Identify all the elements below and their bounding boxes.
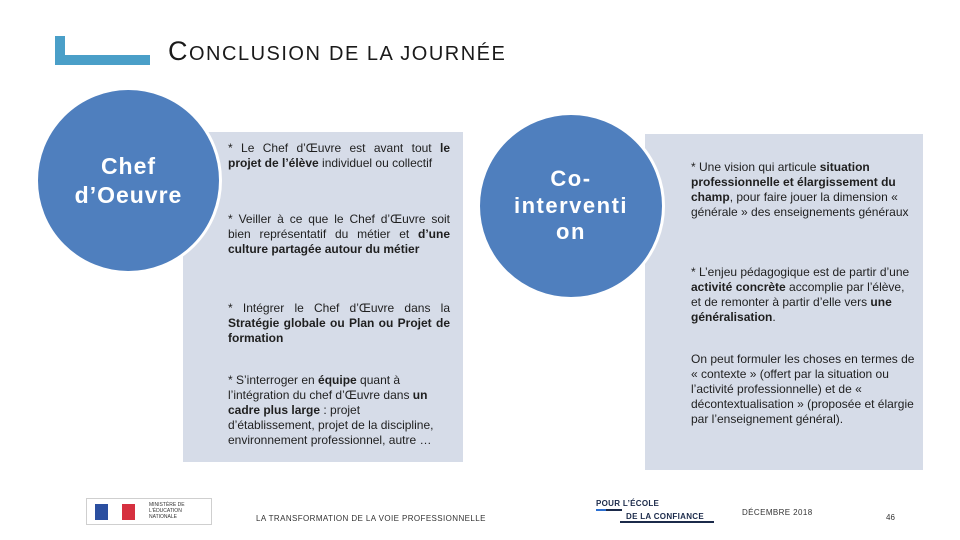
text-run: accomplie par l’élève, et de remonter à partir d’elle vers [691,280,905,309]
text-run-bold: d’une culture partagée autour du métier [228,227,450,256]
left-paragraph-1 [228,141,450,171]
text-run: : projet d’établissement, projet de la discipline, environnement professionnel, autre … [228,403,434,447]
bracket-horizontal [55,55,150,65]
chef-oeuvre-line2: d’Oeuvre [74,181,183,208]
french-flag-icon [95,504,135,520]
logo-bar-accent [596,509,606,511]
right-paragraph-2 [691,265,913,325]
text-run: * Une vision qui articule [691,160,820,174]
text-run-bold: équipe [318,373,357,387]
text-run: quant à l’intégration du chef d’Œuvre dans [228,373,413,402]
text-run: individuel ou collectif [318,156,433,170]
ecole-logo-line1: POUR L’ÉCOLE [596,499,660,508]
left-paragraph-3 [228,301,450,346]
text-run-bold: activité concrète [691,280,786,294]
chef-oeuvre-circle [35,87,222,274]
left-paragraph-4 [228,373,450,448]
page-number: 46 [886,513,895,522]
text-run: * Veiller à ce que le Chef d’Œuvre soit bien représentatif du métier et [228,212,450,241]
title-first-letter: C [168,36,189,66]
right-paragraph-1 [691,160,913,220]
footer-title: LA TRANSFORMATION DE LA VOIE PROFESSIONNELLE [256,514,486,523]
text-run-bold: une généralisation [691,295,892,324]
text-run: , pour faire jouer la dimension « générale » des enseignements généraux [691,190,909,219]
chef-oeuvre-line1: Chef [100,153,157,180]
ecole-logo-line2: DE LA CONFIANCE [626,512,704,521]
text-run: * Le Chef d’Œuvre est avant tout [228,141,440,155]
ministry-label: MINISTÈRE DE L'ÉDUCATION NATIONALE [149,502,185,520]
ecole-confiance-logo [596,499,714,523]
logo-bar [620,521,714,523]
right-paragraph-3: On peut formuler les choses en termes de « contexte » (offert par la situation ou l’activité professionnelle) et de « décontextualisation » (proposée et élargie par l’enseignement général). [691,352,915,426]
text-run: * Intégrer le Chef d’Œuvre dans la [228,301,450,315]
co-intervention-label: Co-interventi on [513,166,629,245]
title-rest: DE LA JOURNÉE [329,43,507,65]
text-run-bold: le projet de l’élève [228,141,450,170]
text-run: * S’interroger en [228,373,319,387]
title-accent-bracket [55,36,150,65]
text-run: * L’enjeu pédagogique est de partir d’une [691,265,910,279]
left-paragraph-2 [228,212,450,257]
ministry-logo [86,498,212,525]
co-intervention-circle [477,112,665,300]
title-first-word-rest: ONCLUSION [189,43,322,65]
footer-date: DÉCEMBRE 2018 [742,508,813,517]
text-run-bold: un cadre plus large [228,388,428,417]
text-run-bold: Stratégie globale ou Plan ou Projet de formation [228,316,450,345]
text-run: . [772,310,776,324]
page-title [168,36,506,67]
text-run-bold: situation professionnelle et élargissement du champ [691,160,896,204]
